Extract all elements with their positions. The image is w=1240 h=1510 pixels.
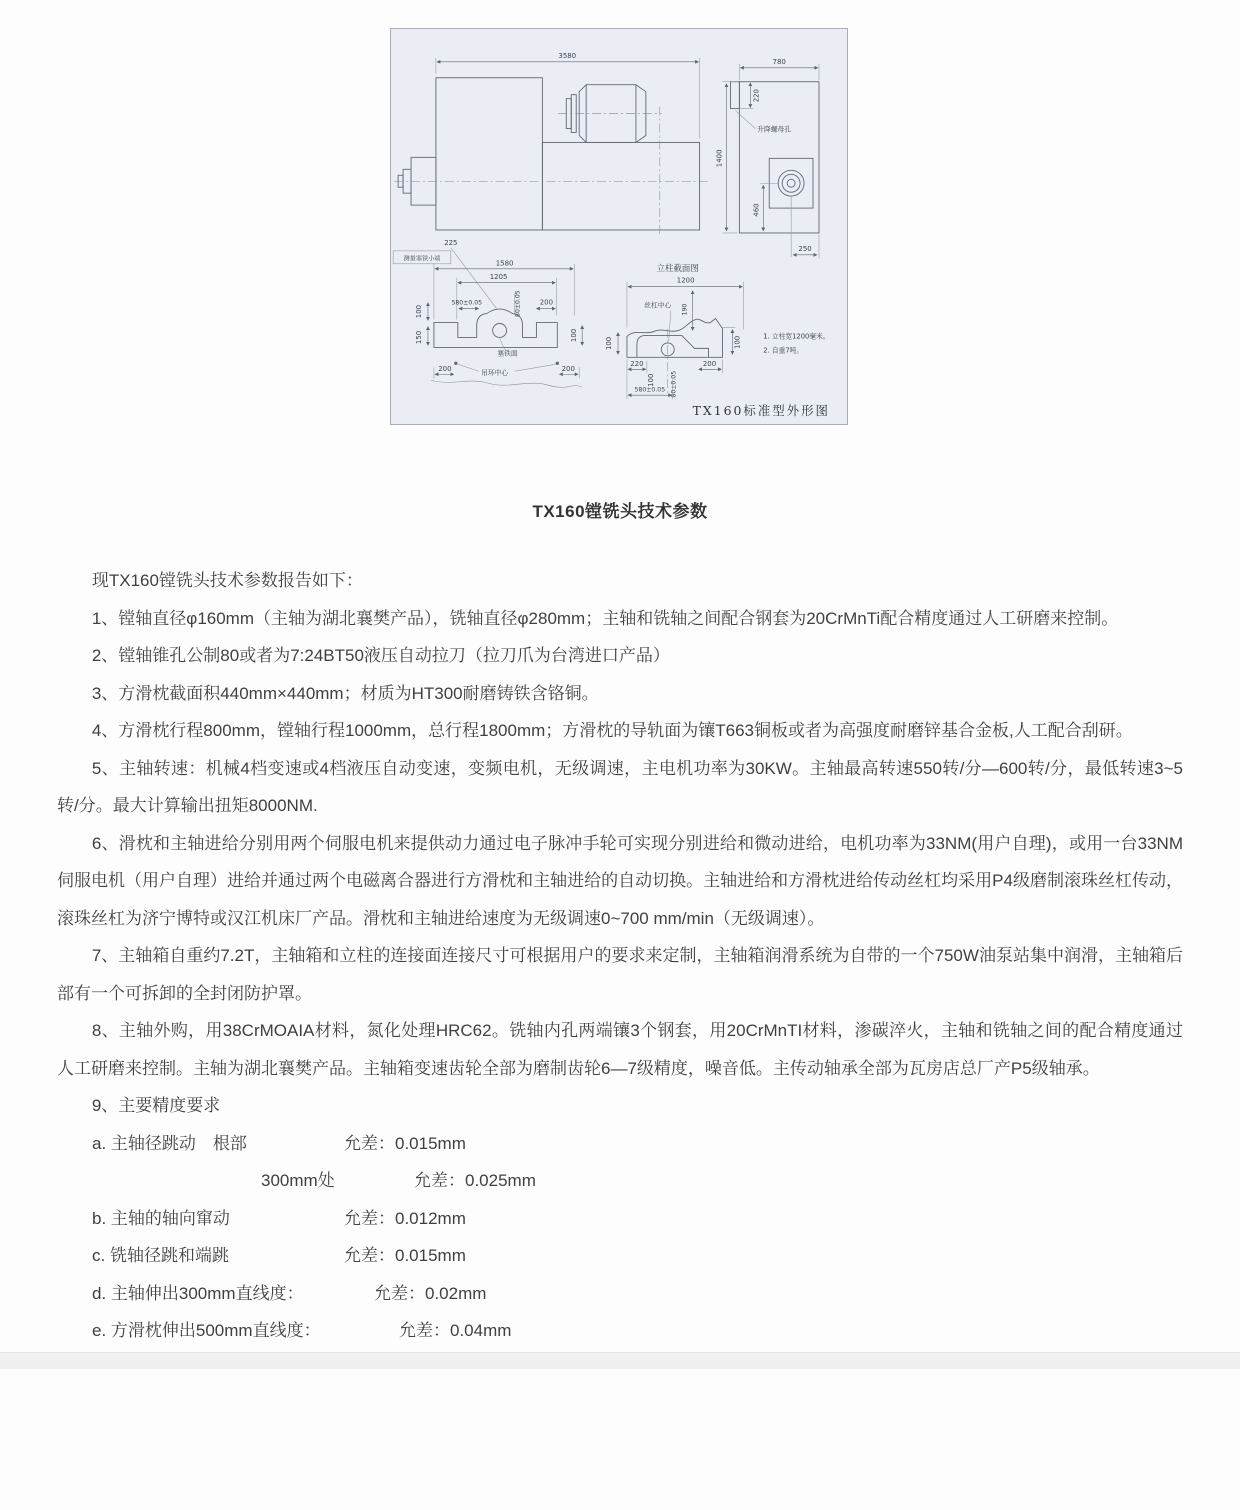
dim-col-200: 200 bbox=[702, 359, 717, 368]
dim-block-height: 220 bbox=[752, 89, 761, 103]
spec-paragraph-5: 5、主轴转速：机械4档变速或4档液压自动变速，变频电机，无级调速，主电机功率为30KW。主轴最高转速550转/分—600转/分，最低转速3~5转/分。最大计算输出扭矩8000NM. bbox=[57, 758, 1183, 815]
label-screw-center: 丝杠中心 bbox=[644, 301, 672, 310]
dim-col-220: 220 bbox=[630, 359, 644, 368]
spec-paragraph-2: 2、镗轴锥孔公制80或者为7:24BT50液压自动拉刀（拉刀爪为台湾进口产品） bbox=[91, 646, 670, 665]
precision-value: 允差：0.015mm bbox=[344, 1133, 466, 1153]
spec-paragraph-7: 7、主轴箱自重约7.2T，主轴箱和立柱的连接面连接尺寸可根据用户的要求来定制，主轴箱润滑系统为自带的一个750W油泵站集中润滑，主轴箱后部有一个可拆卸的全封闭防护罩。 bbox=[57, 946, 1183, 1003]
precision-label: a. 主轴径跳动 根部 bbox=[92, 1133, 247, 1153]
drawing-note-2: 2. 自重7吨。 bbox=[763, 346, 804, 355]
dim-overall-length: 3580 bbox=[558, 51, 577, 60]
technical-drawing-panel bbox=[390, 28, 848, 425]
precision-label: c. 铣轴径跳和端跳 bbox=[92, 1246, 229, 1265]
dim-hole-offset: 250 bbox=[798, 244, 812, 253]
spec-paragraph-6: 6、滑枕和主轴进给分别用两个伺服电机来提供动力通过电子脉冲手轮可实现分别进给和微动进给，电机功率为33NM(用户自理)，或用一台33NM伺服电机（用户自理）进给并通过两个电磁离合器进行方滑枕和主轴进给的自动切换。主轴进给和方滑枕进给传动丝杠均采用P4级磨制滚珠丝杠传动，滚珠丝杠为济宁博特或汉江机床厂产品。滑枕和主轴进给速度为无级调速0~700 mm/min（无级调速）。 bbox=[57, 833, 1183, 928]
dim-col-580: 580±0.05 bbox=[634, 386, 666, 394]
precision-row-a-300mm bbox=[57, 1162, 1183, 1200]
dim-column-depth: 780 bbox=[772, 57, 786, 66]
precision-label: 300mm处 bbox=[261, 1171, 335, 1190]
precision-value: 允差：0.025mm bbox=[414, 1171, 536, 1190]
top-view bbox=[394, 52, 707, 236]
precision-value: 允差：0.012mm bbox=[344, 1208, 466, 1228]
dim-gib-225: 225 bbox=[444, 238, 458, 247]
precision-value: 允差：0.04mm bbox=[399, 1321, 512, 1340]
label-measure-gib: 测量塞铁小端 bbox=[403, 255, 441, 263]
dim-col-1200: 1200 bbox=[676, 276, 695, 285]
drawing-note-1: 1. 立柱宽1200毫米。 bbox=[763, 332, 830, 341]
dim-ram-200-br: 200 bbox=[561, 364, 575, 373]
precision-row-e bbox=[57, 1312, 1183, 1350]
precision-row-a bbox=[57, 1125, 1183, 1163]
technical-drawing bbox=[391, 29, 847, 424]
dim-ram-100-right: 100 bbox=[570, 328, 579, 343]
column-section-view bbox=[605, 263, 829, 399]
dim-ram-580: 580±0.05 bbox=[451, 299, 483, 307]
intro-paragraph: 现TX160镗铣头技术参数报告如下： bbox=[91, 571, 363, 590]
spec-paragraph-3: 3、方滑枕截面积440mm×440mm；材质为HT300耐磨铸铁含铬铜。 bbox=[91, 683, 599, 703]
ram-section-view bbox=[393, 239, 582, 387]
precision-value: 允差：0.02mm bbox=[374, 1283, 487, 1303]
column-section-title: 立柱截面图 bbox=[656, 262, 699, 273]
dim-column-height: 1400 bbox=[715, 149, 724, 168]
spec-paragraph-4: 4、方滑枕行程800mm，镗轴行程1000mm，总行程1800mm；方滑枕的导轨面为镶T663铜板或者为高强度耐磨锌基合金板,人工配合刮研。 bbox=[91, 721, 1133, 740]
precision-row-d bbox=[57, 1275, 1183, 1313]
spec-paragraph-9-heading: 9、主要精度要求 bbox=[91, 1096, 221, 1115]
label-ring-center: 吊环中心 bbox=[481, 369, 509, 378]
column-view bbox=[715, 58, 819, 259]
dim-ram-1580: 1580 bbox=[495, 259, 514, 268]
dim-col-100-left: 100 bbox=[605, 336, 614, 351]
dim-col-100-mid: 100 bbox=[646, 373, 655, 387]
precision-value: 允差：0.015mm bbox=[344, 1246, 466, 1265]
dim-col-190: 190 bbox=[681, 303, 689, 316]
precision-label: e. 方滑枕伸出500mm直线度： bbox=[92, 1321, 321, 1340]
precision-row-c bbox=[57, 1237, 1183, 1275]
page-bottom-strip bbox=[0, 1352, 1240, 1369]
dim-col-100-right: 100 bbox=[733, 335, 742, 350]
dim-ram-150: 150 bbox=[415, 330, 424, 345]
dim-ram-1205: 1205 bbox=[489, 273, 508, 282]
dim-ram-80: 80±0.05 bbox=[514, 290, 522, 317]
dim-hole-height: 460 bbox=[752, 203, 761, 217]
precision-label: b. 主轴的轴向窜动 bbox=[92, 1208, 230, 1228]
label-gib-face: 塞铁面 bbox=[497, 349, 518, 358]
dim-col-80: 80±0.05 bbox=[670, 370, 678, 398]
spec-paragraph-1: 1、镗轴直径φ160mm（主轴为湖北襄樊产品），铣轴直径φ280mm；主轴和铣轴之间配合钢套为20CrMnTi配合精度通过人工研磨来控制。 bbox=[91, 608, 1119, 628]
dim-ram-200-bl: 200 bbox=[438, 364, 452, 373]
label-lift-nut-hole: 升降螺母孔 bbox=[757, 125, 792, 134]
drawing-caption: TX160标准型外形图 bbox=[692, 403, 830, 419]
dim-ram-200-top: 200 bbox=[539, 298, 554, 307]
document-body bbox=[57, 562, 1183, 1350]
precision-label: d. 主轴伸出300mm直线度： bbox=[92, 1283, 304, 1303]
page-title: TX160镗铣头技术参数 bbox=[532, 502, 708, 521]
spec-paragraph-8: 8、主轴外购，用38CrMOAIA材料，氮化处理HRC62。铣轴内孔两端镶3个钢套，用20CrMnTI材料，渗碳淬火，主轴和铣轴之间的配合精度通过人工研磨来控制。主轴为湖北襄樊产品。主轴箱变速齿轮全部为磨制齿轮6—7级精度，噪音低。主传动轴承全部为瓦房店总厂产P5级轴承。 bbox=[57, 1021, 1183, 1078]
dim-ram-100-left: 100 bbox=[415, 304, 424, 319]
precision-row-b bbox=[57, 1200, 1183, 1238]
